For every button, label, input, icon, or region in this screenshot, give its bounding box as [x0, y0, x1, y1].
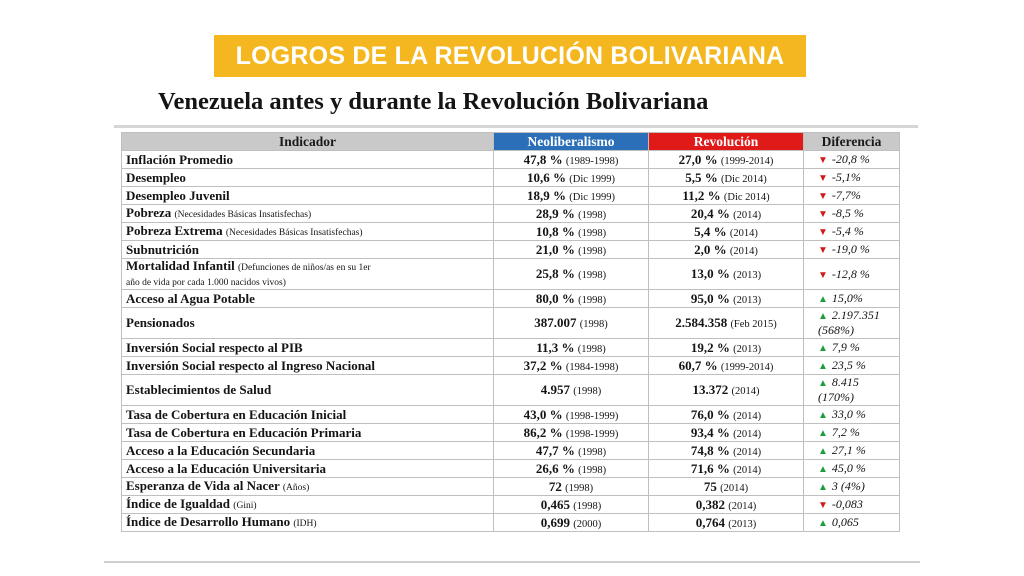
- diferencia-value: -0,083: [831, 497, 863, 511]
- table-row: [122, 259, 900, 290]
- revolucion-value: 27,0 %: [678, 151, 718, 167]
- neoliberalismo-value: 21,0 %: [535, 241, 575, 257]
- table-row: [122, 290, 900, 308]
- table-header-row: [122, 133, 900, 151]
- indicator-cell: [122, 169, 494, 187]
- table-row: [122, 339, 900, 357]
- table-container: [121, 132, 900, 532]
- diferencia-value: 27,1 %: [831, 443, 866, 457]
- neoliberalismo-cell: [494, 308, 649, 339]
- revolucion-cell: [649, 151, 804, 169]
- neoliberalismo-value: 86,2 %: [523, 424, 563, 440]
- neoliberalismo-value: 0,699: [540, 514, 570, 530]
- diferencia-cell: [804, 424, 900, 442]
- table-row: [122, 406, 900, 424]
- table-row: [122, 308, 900, 339]
- revolucion-value: 5,5 %: [685, 169, 718, 185]
- indicator-name: Tasa de Cobertura en Educación Inicial: [126, 406, 347, 422]
- neoliberalismo-cell: [494, 187, 649, 205]
- table-row: [122, 187, 900, 205]
- indicator-cell: [122, 406, 494, 424]
- neoliberalismo-period: (1989-1998): [565, 155, 619, 167]
- revolucion-cell: [649, 241, 804, 259]
- revolucion-value: 11,2 %: [682, 187, 721, 203]
- neoliberalismo-period: (1998): [578, 446, 607, 458]
- indicator-note: (Defunciones de niños/as en su 1er: [237, 263, 371, 274]
- revolucion-cell: [649, 223, 804, 241]
- increase-arrow-icon: ▲: [818, 311, 828, 322]
- revolucion-cell: [649, 205, 804, 223]
- indicator-name: Inflación Promedio: [126, 151, 234, 167]
- revolucion-period: (2013): [728, 518, 757, 530]
- diferencia-value: -5,4 %: [831, 224, 864, 238]
- revolucion-period: (2014): [729, 227, 758, 239]
- indicator-name: Acceso a la Educación Universitaria: [126, 460, 327, 476]
- diferencia-cell: [804, 223, 900, 241]
- decrease-arrow-icon: ▼: [818, 500, 828, 511]
- neoliberalismo-value: 43,0 %: [523, 406, 563, 422]
- revolucion-period: (2014): [733, 410, 762, 422]
- table-row: [122, 357, 900, 375]
- table-row: [122, 424, 900, 442]
- revolucion-cell: [649, 478, 804, 496]
- neoliberalismo-cell: [494, 442, 649, 460]
- neoliberalismo-value: 26,6 %: [535, 460, 575, 476]
- revolucion-cell: [649, 308, 804, 339]
- table-row: [122, 496, 900, 514]
- indicator-name: Acceso al Agua Potable: [126, 290, 255, 306]
- diferencia-cell: [804, 151, 900, 169]
- diferencia-value: -12,8 %: [831, 266, 870, 281]
- diferencia-cell: [804, 442, 900, 460]
- diferencia-percent: (568%): [818, 323, 854, 337]
- diferencia-cell: [804, 406, 900, 424]
- revolucion-cell: [649, 460, 804, 478]
- indicator-name: Establecimientos de Salud: [126, 382, 272, 398]
- indicator-cell: [122, 290, 494, 308]
- increase-arrow-icon: ▲: [818, 518, 828, 529]
- decrease-arrow-icon: ▼: [818, 269, 828, 281]
- header-indicator: Indicador: [122, 133, 494, 151]
- indicator-cell: [122, 496, 494, 514]
- indicator-cell: [122, 375, 494, 406]
- diferencia-cell: [804, 169, 900, 187]
- indicator-cell: [122, 151, 494, 169]
- diferencia-value: -7,7%: [831, 188, 861, 202]
- indicator-cell: [122, 308, 494, 339]
- diferencia-value: 0,065: [831, 515, 859, 529]
- indicator-cell: [122, 357, 494, 375]
- revolucion-value: 13,0 %: [690, 266, 730, 281]
- neoliberalismo-cell: [494, 406, 649, 424]
- diferencia-cell: [804, 375, 900, 406]
- indicator-cell: [122, 514, 494, 532]
- indicator-cell: [122, 205, 494, 223]
- diferencia-cell: [804, 241, 900, 259]
- banner-title: LOGROS DE LA REVOLUCIÓN BOLIVARIANA: [235, 41, 785, 70]
- revolucion-period: (2014): [731, 386, 760, 397]
- decrease-arrow-icon: ▼: [818, 173, 828, 184]
- neoliberalismo-value: 80,0 %: [535, 290, 575, 306]
- indicator-name: Pobreza Extrema: [126, 223, 223, 239]
- indicator-note-continued: año de vida por cada 1.000 nacidos vivos): [126, 278, 286, 288]
- neoliberalismo-cell: [494, 478, 649, 496]
- neoliberalismo-value: 10,6 %: [526, 169, 566, 185]
- diferencia-value: -20,8 %: [831, 152, 870, 166]
- revolucion-cell: [649, 496, 804, 514]
- neoliberalismo-value: 25,8 %: [535, 266, 575, 281]
- decrease-arrow-icon: ▼: [818, 155, 828, 166]
- revolucion-value: 5,4 %: [694, 223, 727, 239]
- revolucion-value: 2,0 %: [694, 241, 727, 257]
- diferencia-value: -5,1%: [831, 170, 861, 184]
- indicator-name: Mortalidad Infantil: [126, 258, 235, 274]
- neoliberalismo-value: 10,8 %: [535, 223, 575, 239]
- revolucion-period: (2013): [733, 343, 762, 355]
- header-neoliberalismo: Neoliberalismo: [494, 133, 649, 151]
- diferencia-cell: [804, 187, 900, 205]
- table-title: Venezuela antes y durante la Revolución Bolivariana: [158, 88, 709, 115]
- revolucion-value: 93,4 %: [690, 424, 730, 440]
- revolucion-cell: [649, 357, 804, 375]
- revolucion-period: (2014): [733, 446, 762, 458]
- increase-arrow-icon: ▲: [818, 410, 828, 421]
- revolucion-period: (2014): [720, 482, 749, 494]
- neoliberalismo-value: 47,7 %: [535, 442, 575, 458]
- diferencia-cell: [804, 290, 900, 308]
- neoliberalismo-period: (Dic 1999): [569, 173, 616, 185]
- revolucion-cell: [649, 406, 804, 424]
- revolucion-period: (2014): [733, 428, 762, 440]
- table-row: [122, 478, 900, 496]
- neoliberalismo-value: 37,2 %: [523, 357, 563, 373]
- indicator-note: (Necesidades Básicas Insatisfechas): [225, 228, 363, 239]
- diferencia-cell: [804, 460, 900, 478]
- table-row: [122, 442, 900, 460]
- indicator-cell: [122, 442, 494, 460]
- diferencia-cell: [804, 357, 900, 375]
- neoliberalismo-cell: [494, 357, 649, 375]
- revolucion-period: (2013): [733, 270, 762, 281]
- revolucion-value: 0,382: [695, 496, 725, 512]
- neoliberalismo-period: (1998-1999): [565, 428, 619, 440]
- indicator-name: Acceso a la Educación Secundaria: [126, 442, 316, 458]
- indicator-name: Pobreza: [126, 205, 172, 221]
- revolucion-value: 76,0 %: [690, 406, 730, 422]
- indicator-cell: [122, 460, 494, 478]
- neoliberalismo-period: (1998): [578, 464, 607, 476]
- header-diferencia: Diferencia: [804, 133, 900, 151]
- neoliberalismo-cell: [494, 223, 649, 241]
- revolucion-value: 71,6 %: [690, 460, 730, 476]
- neoliberalismo-period: (1998): [579, 319, 608, 330]
- neoliberalismo-period: (1998): [577, 343, 606, 355]
- indicator-name: Desempleo: [126, 169, 186, 185]
- indicator-name: Tasa de Cobertura en Educación Primaria: [126, 424, 362, 440]
- neoliberalismo-period: (1998): [578, 227, 607, 239]
- neoliberalismo-cell: [494, 375, 649, 406]
- table-row: [122, 514, 900, 532]
- revolucion-value: 60,7 %: [678, 357, 718, 373]
- revolucion-value: 0,764: [695, 514, 725, 530]
- diferencia-value: 7,9 %: [831, 340, 860, 354]
- table-row: [122, 205, 900, 223]
- revolucion-period: (1999-2014): [720, 361, 774, 373]
- neoliberalismo-value: 47,8 %: [523, 151, 563, 167]
- diferencia-cell: [804, 496, 900, 514]
- neoliberalismo-cell: [494, 339, 649, 357]
- indicator-cell: [122, 424, 494, 442]
- neoliberalismo-period: (1998): [578, 294, 607, 306]
- revolucion-value: 95,0 %: [690, 290, 730, 306]
- table-row: [122, 169, 900, 187]
- indicator-name: Desempleo Juvenil: [126, 187, 230, 203]
- diferencia-value: 7,2 %: [831, 425, 860, 439]
- revolucion-period: (2014): [728, 500, 757, 512]
- diferencia-value: 15,0%: [831, 291, 863, 305]
- revolucion-cell: [649, 442, 804, 460]
- table-row: [122, 241, 900, 259]
- decrease-arrow-icon: ▼: [818, 191, 828, 202]
- revolucion-cell: [649, 187, 804, 205]
- neoliberalismo-value: 4.957: [540, 382, 570, 397]
- increase-arrow-icon: ▲: [818, 428, 828, 439]
- revolucion-value: 74,8 %: [690, 442, 730, 458]
- diferencia-percent: (170%): [818, 390, 854, 404]
- header-revolucion: Revolución: [649, 133, 804, 151]
- diferencia-value: -19,0 %: [831, 242, 870, 256]
- revolucion-value: 20,4 %: [690, 205, 730, 221]
- neoliberalismo-cell: [494, 424, 649, 442]
- revolucion-cell: [649, 339, 804, 357]
- increase-arrow-icon: ▲: [818, 378, 828, 389]
- revolucion-cell: [649, 169, 804, 187]
- neoliberalismo-period: (1998): [578, 270, 607, 281]
- revolucion-period: (2013): [733, 294, 762, 306]
- neoliberalismo-period: (1984-1998): [565, 361, 619, 373]
- neoliberalismo-cell: [494, 460, 649, 478]
- indicator-note: (Necesidades Básicas Insatisfechas): [174, 210, 312, 221]
- diferencia-cell: [804, 259, 900, 290]
- table-row: [122, 223, 900, 241]
- diferencia-value: 23,5 %: [831, 358, 866, 372]
- neoliberalismo-value: 18,9 %: [526, 187, 566, 203]
- table-body: [122, 151, 900, 532]
- diferencia-cell: [804, 205, 900, 223]
- diferencia-value: 2.197.351: [831, 308, 880, 322]
- increase-arrow-icon: ▲: [818, 343, 828, 354]
- revolucion-value: 75: [703, 478, 717, 494]
- neoliberalismo-cell: [494, 169, 649, 187]
- indicator-name: Subnutrición: [126, 241, 199, 257]
- indicator-name: Esperanza de Vida al Nacer: [126, 478, 280, 494]
- revolucion-period: (2014): [733, 464, 762, 476]
- revolucion-period: (1999-2014): [720, 155, 774, 167]
- table-row: [122, 460, 900, 478]
- indicator-note: (IDH): [293, 519, 317, 530]
- indicator-note: (Años): [282, 483, 310, 494]
- revolucion-cell: [649, 290, 804, 308]
- diferencia-value: 3 (4%): [831, 479, 865, 493]
- neoliberalismo-value: 0,465: [540, 496, 570, 512]
- revolucion-cell: [649, 514, 804, 532]
- indicator-cell: [122, 339, 494, 357]
- indicator-note: (Gini): [233, 501, 257, 512]
- indicator-name: Inversión Social respecto al PIB: [126, 339, 303, 355]
- neoliberalismo-period: (1998): [573, 500, 602, 512]
- diferencia-value: -8,5 %: [831, 206, 864, 220]
- increase-arrow-icon: ▲: [818, 294, 828, 305]
- increase-arrow-icon: ▲: [818, 464, 828, 475]
- indicator-cell: [122, 223, 494, 241]
- neoliberalismo-cell: [494, 259, 649, 290]
- neoliberalismo-value: 11,3 %: [536, 339, 575, 355]
- indicator-name: Índice de Igualdad: [126, 496, 231, 512]
- diferencia-value: 8.415: [831, 375, 859, 389]
- indicators-table: [121, 132, 900, 532]
- revolucion-cell: [649, 424, 804, 442]
- diferencia-cell: [804, 308, 900, 339]
- revolucion-period: (2014): [733, 209, 762, 221]
- neoliberalismo-period: (2000): [573, 518, 602, 530]
- decrease-arrow-icon: ▼: [818, 227, 828, 238]
- diferencia-cell: [804, 339, 900, 357]
- revolucion-period: (2014): [729, 245, 758, 257]
- neoliberalismo-cell: [494, 205, 649, 223]
- bottom-divider: [104, 561, 920, 563]
- neoliberalismo-period: (1998): [578, 245, 607, 257]
- neoliberalismo-cell: [494, 151, 649, 169]
- increase-arrow-icon: ▲: [818, 482, 828, 493]
- neoliberalismo-cell: [494, 496, 649, 514]
- neoliberalismo-period: (1998): [578, 209, 607, 221]
- indicator-cell: [122, 478, 494, 496]
- neoliberalismo-period: (1998): [573, 386, 602, 397]
- neoliberalismo-period: (Dic 1999): [569, 191, 616, 203]
- revolucion-period: (Dic 2014): [720, 173, 767, 185]
- neoliberalismo-cell: [494, 514, 649, 532]
- indicator-cell: [122, 241, 494, 259]
- decrease-arrow-icon: ▼: [818, 209, 828, 220]
- diferencia-value: 45,0 %: [831, 461, 866, 475]
- neoliberalismo-cell: [494, 241, 649, 259]
- revolucion-value: 2.584.358: [675, 315, 728, 330]
- top-divider: [114, 125, 918, 128]
- revolucion-value: 19,2 %: [690, 339, 730, 355]
- neoliberalismo-cell: [494, 290, 649, 308]
- title-banner: [214, 35, 806, 77]
- neoliberalismo-period: (1998): [565, 482, 594, 494]
- indicator-name: Inversión Social respecto al Ingreso Nacional: [126, 357, 376, 373]
- revolucion-value: 13.372: [692, 382, 729, 397]
- indicator-cell: [122, 187, 494, 205]
- diferencia-cell: [804, 514, 900, 532]
- diferencia-cell: [804, 478, 900, 496]
- revolucion-cell: [649, 259, 804, 290]
- indicator-name: Pensionados: [126, 315, 195, 331]
- neoliberalismo-period: (1998-1999): [565, 410, 619, 422]
- revolucion-period: (Dic 2014): [723, 191, 770, 203]
- neoliberalismo-value: 387.007: [534, 315, 577, 330]
- increase-arrow-icon: ▲: [818, 446, 828, 457]
- table-row: [122, 151, 900, 169]
- revolucion-cell: [649, 375, 804, 406]
- table-row: [122, 375, 900, 406]
- neoliberalismo-value: 72: [548, 478, 562, 494]
- increase-arrow-icon: ▲: [818, 361, 828, 372]
- neoliberalismo-value: 28,9 %: [535, 205, 575, 221]
- indicator-name: Índice de Desarrollo Humano: [126, 514, 291, 530]
- decrease-arrow-icon: ▼: [818, 245, 828, 256]
- diferencia-value: 33,0 %: [831, 407, 866, 421]
- indicator-cell: [122, 259, 494, 290]
- revolucion-period: (Feb 2015): [730, 319, 777, 330]
